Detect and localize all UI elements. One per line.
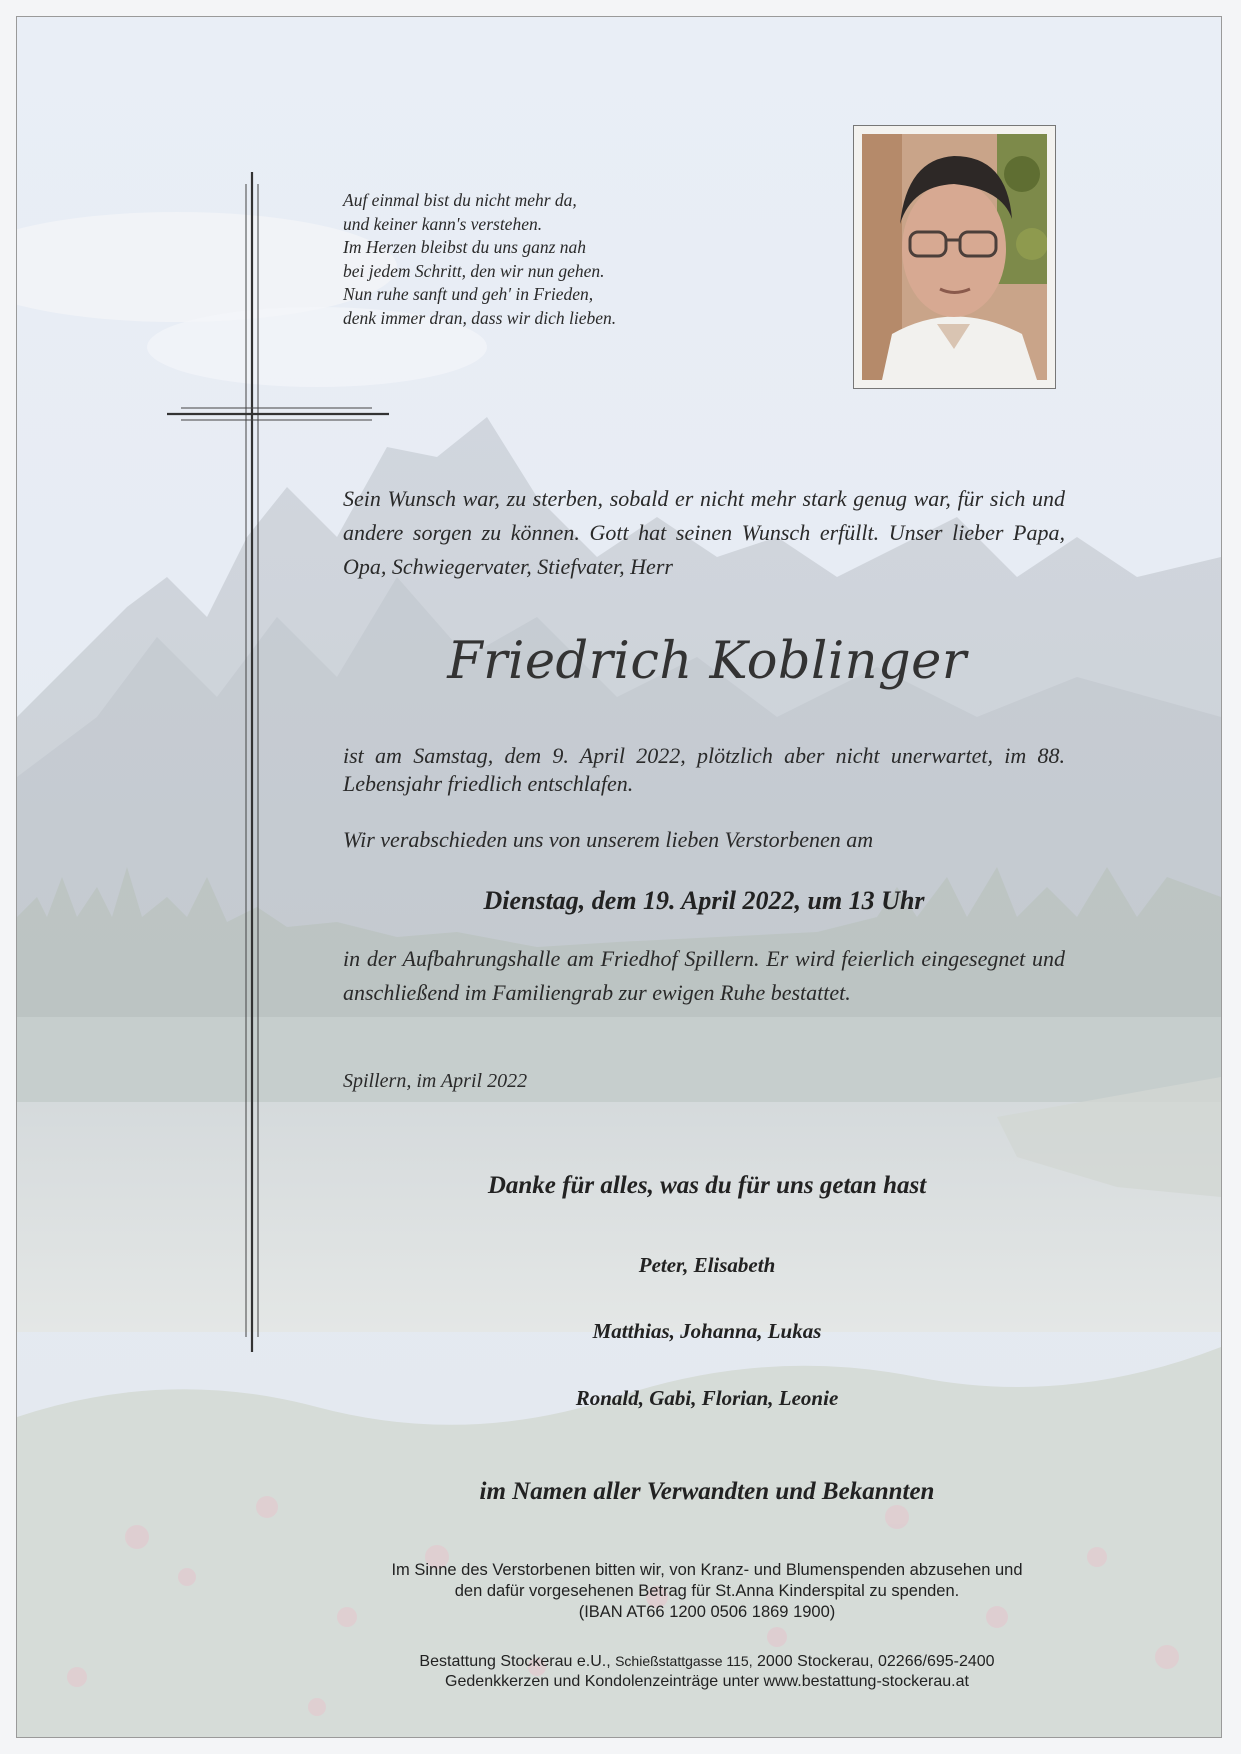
- memorial-poem: [343, 189, 763, 330]
- portrait-photo: [862, 134, 1047, 380]
- intro-text: Sein Wunsch war, zu sterben, sobald er nicht mehr stark genug war, für sich und andere sorgen zu können. Gott hat seinen Wunsch erfüllt. Unser lieber Papa, Opa, Schwiegervater, Stiefvater, Herr: [343, 486, 1065, 579]
- farewell-intro: Wir verabschieden uns von unserem lieben Verstorbenen am: [343, 827, 874, 852]
- undertaker-street: Schießstattgasse 115,: [615, 1653, 753, 1669]
- deceased-name: Friedrich Koblinger: [447, 632, 967, 691]
- poem-line: Auf einmal bist du nicht mehr da,: [343, 190, 577, 210]
- undertaker-city-phone: 2000 Stockerau, 02266/695-2400: [757, 1653, 995, 1670]
- obituary-sheet: [16, 16, 1222, 1738]
- thanks-line: Danke für alles, was du für uns getan hast: [487, 1172, 927, 1199]
- funeral-place: in der Aufbahrungshalle am Friedhof Spillern. Er wird feierlich eingesegnet und anschließend im Familiengrab zur ewigen Ruhe bestattet.: [343, 946, 1065, 1005]
- donation-line: den dafür vorgesehenen Betrag für St.Anna Kinderspital zu spenden.: [454, 1582, 960, 1600]
- portrait-frame: [853, 125, 1056, 389]
- place-date: Spillern, im April 2022: [343, 1070, 528, 1092]
- family-line: Matthias, Johanna, Lukas: [592, 1319, 822, 1343]
- family-line: Peter, Elisabeth: [638, 1253, 776, 1277]
- condolence-line: Gedenkkerzen und Kondolenzeinträge unter www.bestattung-stockerau.at: [445, 1673, 969, 1690]
- poem-line: bei jedem Schritt, den wir nun gehen.: [343, 260, 605, 281]
- poem-line: Im Herzen bleibst du uns ganz nah: [343, 237, 587, 257]
- poem-line: und keiner kann's verstehen.: [343, 213, 543, 234]
- donation-notice: [277, 1560, 1137, 1623]
- closing-line: im Namen aller Verwandten und Bekannten: [479, 1478, 935, 1505]
- poem-line: denk immer dran, dass wir dich lieben.: [343, 307, 617, 328]
- undertaker-info: [277, 1651, 1137, 1692]
- funeral-date: Dienstag, dem 19. April 2022, um 13 Uhr: [483, 886, 925, 915]
- undertaker-name: Bestattung Stockerau e.U.,: [419, 1653, 611, 1670]
- death-notice: ist am Samstag, dem 9. April 2022, plötzlich aber nicht unerwartet, im 88. Lebensjahr friedlich entschlafen.: [343, 743, 1065, 796]
- poem-line: Nun ruhe sanft und geh' in Frieden,: [343, 284, 594, 304]
- undertaker-line: [277, 1651, 1137, 1672]
- donation-iban: (IBAN AT66 1200 0506 1869 1900): [578, 1603, 836, 1621]
- donation-line: Im Sinne des Verstorbenen bitten wir, von Kranz- und Blumenspenden abzusehen und: [391, 1561, 1023, 1579]
- family-line: Ronald, Gabi, Florian, Leonie: [575, 1386, 839, 1410]
